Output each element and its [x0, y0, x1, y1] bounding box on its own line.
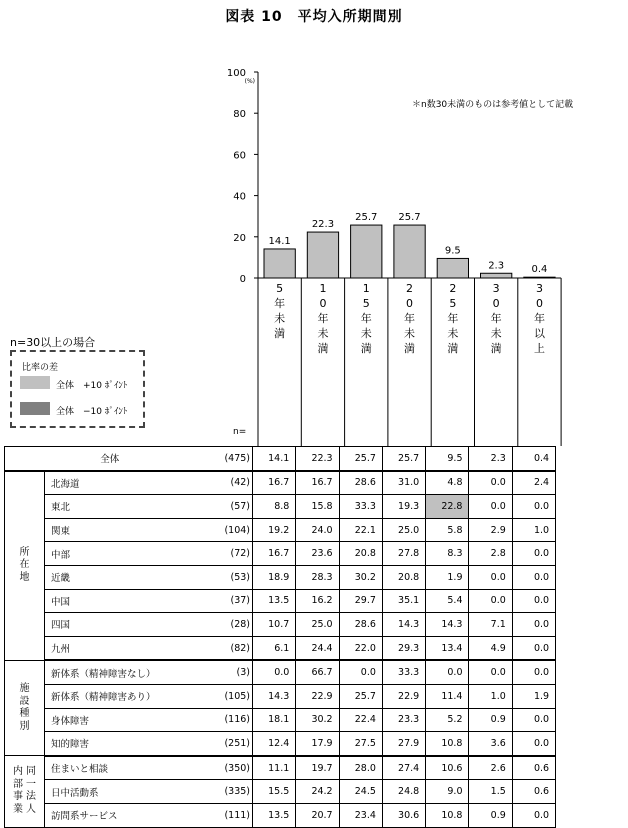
table-cell: 0.0 [469, 565, 512, 589]
row-n: (42) [215, 471, 253, 495]
n-threshold-label: n=30以上の場合 [10, 336, 96, 349]
table-cell: 0.0 [512, 565, 555, 589]
table-cell: 27.8 [382, 542, 425, 566]
table-cell: 15.5 [253, 780, 296, 804]
category-label: 2 5 年未満 [447, 282, 459, 355]
table-cell: 22.0 [339, 636, 382, 660]
y-tick-label: 0 [239, 274, 246, 285]
group-label-column: 内 部 事 業 [13, 766, 23, 815]
table-cell: 8.3 [426, 542, 469, 566]
table-cell: 30.2 [339, 565, 382, 589]
table-cell: 13.4 [426, 636, 469, 660]
reference-note: ＊n数30未満のものは参考値として記載 [412, 100, 574, 110]
category-label: 1 0 年未満 [317, 282, 329, 355]
row-label: 四国 [45, 613, 215, 637]
table-cell: 0.0 [469, 495, 512, 519]
group-label [5, 756, 45, 827]
legend-title: 比率の差 [22, 363, 59, 373]
row-label: 訪問系サービス [45, 803, 215, 827]
table-cell: 8.8 [253, 495, 296, 519]
table-cell: 35.1 [382, 589, 425, 613]
table-cell: 9.0 [426, 780, 469, 804]
row-label: 日中活動系 [45, 780, 215, 804]
table-cell: 5.4 [426, 589, 469, 613]
row-label: 知的障害 [45, 732, 215, 756]
table-cell: 14.3 [426, 613, 469, 637]
table-cell: 28.3 [296, 565, 339, 589]
table-cell: 2.8 [469, 542, 512, 566]
bar [394, 225, 425, 278]
table-cell: 16.7 [253, 542, 296, 566]
table-cell: 3.6 [469, 732, 512, 756]
table-cell: 30.2 [296, 708, 339, 732]
table-cell: 5.2 [426, 708, 469, 732]
chart-title: 図表 10 平均入所期間別 [225, 9, 403, 25]
table-cell: 0.0 [512, 636, 555, 660]
bar-value-label: 2.3 [488, 260, 505, 272]
table-cell: 25.0 [382, 518, 425, 542]
table-cell: 2.6 [469, 756, 512, 780]
row-label: 近畿 [45, 565, 215, 589]
row-n: (105) [215, 684, 253, 708]
table-cell: 25.7 [339, 447, 382, 471]
bar-value-label: 0.4 [531, 264, 548, 276]
table-cell: 15.8 [296, 495, 339, 519]
table-cell: 0.0 [469, 471, 512, 495]
table-row [5, 684, 556, 708]
table-cell: 27.4 [382, 756, 425, 780]
bar-value-label: 14.1 [268, 235, 291, 247]
table-cell: 29.7 [339, 589, 382, 613]
table-cell: 16.7 [253, 471, 296, 495]
bar-value-label: 22.3 [311, 219, 335, 231]
table-cell: 19.2 [253, 518, 296, 542]
table-cell: 14.1 [253, 447, 296, 471]
table-cell: 13.5 [253, 589, 296, 613]
data-table [4, 446, 556, 828]
table-cell: 2.3 [469, 447, 512, 471]
table-cell: 16.2 [296, 589, 339, 613]
table-cell: 19.7 [296, 756, 339, 780]
table-cell: 0.0 [512, 495, 555, 519]
table-cell: 18.9 [253, 565, 296, 589]
bar-value-label: 9.5 [444, 245, 461, 257]
table-cell: 28.6 [339, 471, 382, 495]
table-cell: 13.5 [253, 803, 296, 827]
table-cell: 14.3 [382, 613, 425, 637]
row-n: (53) [215, 565, 253, 589]
table-row [5, 589, 556, 613]
row-label: 新体系（精神障害なし） [45, 660, 215, 684]
table-cell: 22.9 [296, 684, 339, 708]
legend-swatch-plus [20, 376, 50, 389]
y-tick-label: 80 [233, 109, 246, 121]
row-label: 住まいと相談 [45, 756, 215, 780]
table-cell: 22.8 [426, 495, 469, 519]
table-cell: 0.0 [253, 660, 296, 684]
table-cell: 28.0 [339, 756, 382, 780]
row-label: 関東 [45, 518, 215, 542]
table-cell: 25.7 [382, 447, 425, 471]
row-n: (111) [215, 803, 253, 827]
row-n: (104) [215, 518, 253, 542]
table-cell: 18.1 [253, 708, 296, 732]
table-cell: 19.3 [382, 495, 425, 519]
table-cell: 4.9 [469, 636, 512, 660]
table-cell: 4.8 [426, 471, 469, 495]
table-cell: 0.0 [512, 542, 555, 566]
row-label: 中部 [45, 542, 215, 566]
table-cell: 1.5 [469, 780, 512, 804]
table-cell: 0.9 [469, 803, 512, 827]
category-label: 3 0 年以上 [533, 282, 545, 355]
table-cell: 0.0 [512, 613, 555, 637]
table-cell: 22.4 [339, 708, 382, 732]
table-cell: 1.9 [512, 684, 555, 708]
table-cell: 24.0 [296, 518, 339, 542]
bar [307, 232, 338, 278]
row-n: (251) [215, 732, 253, 756]
category-label: 3 0 年未満 [490, 282, 502, 355]
bar-value-label: 25.7 [355, 212, 378, 224]
bar [481, 273, 512, 278]
table-cell: 10.7 [253, 613, 296, 637]
row-n: (350) [215, 756, 253, 780]
table-cell: 9.5 [426, 447, 469, 471]
table-cell: 23.4 [339, 803, 382, 827]
table-cell: 22.1 [339, 518, 382, 542]
table-cell: 7.1 [469, 613, 512, 637]
table-cell: 0.0 [512, 589, 555, 613]
table-cell: 0.4 [512, 447, 555, 471]
table-cell: 2.9 [469, 518, 512, 542]
table-cell: 1.9 [426, 565, 469, 589]
table-cell: 20.8 [382, 565, 425, 589]
table-cell: 27.9 [382, 732, 425, 756]
table-cell: 1.0 [512, 518, 555, 542]
table-cell: 2.4 [512, 471, 555, 495]
table-row-total [5, 447, 556, 471]
table-cell: 66.7 [296, 660, 339, 684]
y-tick-label: 40 [233, 191, 246, 203]
table-cell: 0.6 [512, 756, 555, 780]
table-row [5, 495, 556, 519]
table-cell: 10.6 [426, 756, 469, 780]
bar [524, 277, 555, 278]
category-label: 1 5 年未満 [360, 282, 372, 355]
y-axis-unit: (%) [244, 78, 255, 85]
category-label: 5 年未満 [274, 282, 286, 340]
group-label: 所 在 地 [5, 471, 45, 661]
table-cell: 0.6 [512, 780, 555, 804]
row-label: 身体障害 [45, 708, 215, 732]
table-row [5, 708, 556, 732]
category-label: 2 0 年未満 [404, 282, 416, 355]
row-n: (475) [215, 447, 253, 471]
table-cell: 0.9 [469, 708, 512, 732]
table-cell: 24.8 [382, 780, 425, 804]
group-label-column: 同 一 法 人 [26, 766, 36, 815]
bar [437, 258, 468, 278]
table-cell: 1.0 [469, 684, 512, 708]
table-row [5, 756, 556, 780]
table-cell: 0.0 [512, 708, 555, 732]
table-cell: 20.7 [296, 803, 339, 827]
table-cell: 0.0 [426, 660, 469, 684]
table-cell: 14.3 [253, 684, 296, 708]
table-cell: 33.3 [382, 660, 425, 684]
table-row [5, 660, 556, 684]
bar [351, 225, 382, 278]
table-cell: 0.0 [512, 732, 555, 756]
table-cell: 0.0 [469, 660, 512, 684]
table-cell: 29.3 [382, 636, 425, 660]
table-cell: 11.4 [426, 684, 469, 708]
row-n: (335) [215, 780, 253, 804]
table-cell: 33.3 [339, 495, 382, 519]
table-row [5, 803, 556, 827]
row-n: (116) [215, 708, 253, 732]
row-label: 九州 [45, 636, 215, 660]
row-label: 北海道 [45, 471, 215, 495]
legend-swatch-minus [20, 402, 50, 415]
table-cell: 30.6 [382, 803, 425, 827]
table-cell: 0.0 [512, 660, 555, 684]
row-n: (82) [215, 636, 253, 660]
table-cell: 0.0 [469, 589, 512, 613]
y-tick-label: 100 [226, 68, 246, 79]
y-tick-label: 20 [233, 232, 246, 244]
legend-label-plus: 全体 +10 ﾎﾟｲﾝﾄ [56, 381, 128, 391]
table-cell: 10.8 [426, 803, 469, 827]
table-row [5, 565, 556, 589]
table-cell: 23.6 [296, 542, 339, 566]
row-n: (37) [215, 589, 253, 613]
row-label: 全体 [5, 447, 215, 471]
table-cell: 11.1 [253, 756, 296, 780]
table-cell: 0.0 [339, 660, 382, 684]
table-cell: 31.0 [382, 471, 425, 495]
table-cell: 17.9 [296, 732, 339, 756]
table-row [5, 542, 556, 566]
bar [264, 249, 295, 278]
table-row [5, 780, 556, 804]
n-header: n= [233, 427, 247, 437]
table-row [5, 732, 556, 756]
table-cell: 10.8 [426, 732, 469, 756]
table-row [5, 613, 556, 637]
table-cell: 12.4 [253, 732, 296, 756]
table-cell: 28.6 [339, 613, 382, 637]
table-cell: 6.1 [253, 636, 296, 660]
table-cell: 23.3 [382, 708, 425, 732]
table-cell: 22.9 [382, 684, 425, 708]
row-label: 中国 [45, 589, 215, 613]
table-cell: 24.5 [339, 780, 382, 804]
group-label: 施 設 種 別 [5, 660, 45, 755]
table-row [5, 636, 556, 660]
table-row [5, 518, 556, 542]
row-label: 東北 [45, 495, 215, 519]
table-cell: 5.8 [426, 518, 469, 542]
table-cell: 27.5 [339, 732, 382, 756]
table-cell: 25.0 [296, 613, 339, 637]
row-n: (72) [215, 542, 253, 566]
table-cell: 16.7 [296, 471, 339, 495]
table-row [5, 471, 556, 495]
table-cell: 0.0 [512, 803, 555, 827]
row-label: 新体系（精神障害あり） [45, 684, 215, 708]
table-cell: 20.8 [339, 542, 382, 566]
legend-label-minus: 全体 −10 ﾎﾟｲﾝﾄ [56, 407, 128, 417]
row-n: (57) [215, 495, 253, 519]
table-cell: 24.4 [296, 636, 339, 660]
legend [10, 350, 145, 428]
table-cell: 24.2 [296, 780, 339, 804]
table-cell: 22.3 [296, 447, 339, 471]
table-cell: 25.7 [339, 684, 382, 708]
bar-value-label: 25.7 [398, 212, 421, 224]
row-n: (28) [215, 613, 253, 637]
y-tick-label: 60 [233, 150, 246, 162]
row-n: (3) [215, 660, 253, 684]
